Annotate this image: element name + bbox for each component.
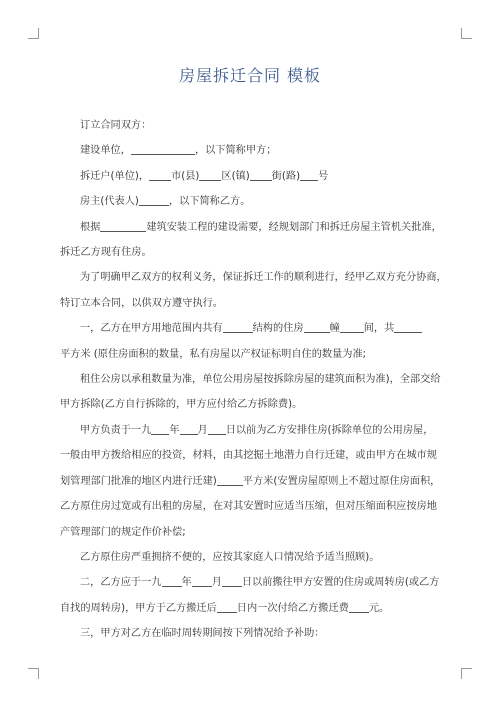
blank-field[interactable] [162,574,182,587]
blank-field[interactable] [139,193,169,206]
blank-field[interactable] [192,574,212,587]
party-developer-line: 建设单位， ，以下简称甲方； [60,138,440,163]
clause-1-line2: 平方米 (原住房面积的数量，私有房屋以产权证标明自住的数量为准; [60,348,367,360]
parties-heading: 订立合同双方： [80,120,152,131]
paragraph-purpose-line2: 特订立本合同，以供双方遵守执行。 [60,297,223,309]
clause-1-line4: 甲方拆除(乙方自行拆除的，甲方应付给乙方拆除费)。 [60,399,303,411]
corner-mark-top-left [28,28,39,39]
blank-field[interactable] [208,422,226,435]
blank-field[interactable] [149,168,171,181]
party-relocatee-line: 拆迁户(单位)， 市(县) 区(镇) 街(路) 号 [60,164,440,189]
corner-mark-bottom-left [28,668,39,679]
clause-2-line5: 产管理部门的规定作价补偿; [60,526,186,538]
blank-field[interactable] [340,320,364,333]
clause-2-line6: 乙方原住房严重拥挤不便的，应按其家庭人口情况给予适当照顾)。 [80,551,380,563]
corner-mark-bottom-right [461,668,472,679]
clause-2-line1: 甲方负责于一九 年 月 日以前为乙方安排住房(拆除单位的公用房屋， [60,418,440,443]
blank-field[interactable] [304,320,330,333]
clause-4-line1: 三，甲方对乙方在临时周转期间按下列情况给予补助： [80,628,325,640]
clause-2-line2: 一般由甲方拨给相应的投资，材料，由其挖掘土地潜力自行迁建，或由甲方在城市规 [60,450,437,462]
paragraph-basis-line1: 根据 建筑安装工程的建设需要，经规划部门和拆迁房屋主管机关批准， [60,215,440,240]
clause-1-line3: 租住公房以承租数量为准，单位公用房屋按拆除房屋的建筑面积为准)，全部交给 [80,374,441,386]
paragraph-basis-line2: 拆迁乙方现有住房。 [60,247,152,259]
blank-field[interactable] [199,168,221,181]
blank-field[interactable] [151,422,169,435]
paragraph-purpose-line1: 为了明确甲乙双方的权利义务，保证拆迁工作的顺利进行，经甲乙双方充分协商， [80,272,447,284]
blank-field[interactable] [217,600,237,613]
blank-field[interactable] [223,320,253,333]
blank-field[interactable] [300,168,318,181]
clause-3-line1: 二，乙方应于一九 年 月 日以前搬往甲方安置的住房或周转房(或乙方 [60,570,440,595]
corner-mark-top-right [461,28,472,39]
blank-field[interactable] [250,168,272,181]
blank-field[interactable] [349,600,369,613]
document-title: 房屋拆迁合同 模板 [178,66,322,85]
blank-field[interactable] [180,422,198,435]
party-owner-line: 房主(代表人) ，以下简称乙方。 [60,189,440,214]
blank-field[interactable] [217,473,243,486]
clause-2-line4: 乙方原住房过宽或有出租的房屋，在对其安置时应适当压缩，但对压缩面积应按房地 [60,501,437,513]
clause-2-line3: 划管理部门批准的地区内进行迁建) 平方米(安置房屋原则上不超过原住房面积， [60,469,440,494]
blank-field[interactable] [131,142,195,155]
blank-field[interactable] [222,574,242,587]
clause-1-line1: 一，乙方在甲方用地范围内共有 结构的住房 幢 间，共 [60,316,440,341]
document-body [60,113,447,647]
blank-field[interactable] [394,320,422,333]
blank-field[interactable] [100,219,146,232]
clause-3-line2: 自找的周转房)，甲方于乙方搬迁后 日内一次付给乙方搬迁费 元。 [60,596,440,621]
